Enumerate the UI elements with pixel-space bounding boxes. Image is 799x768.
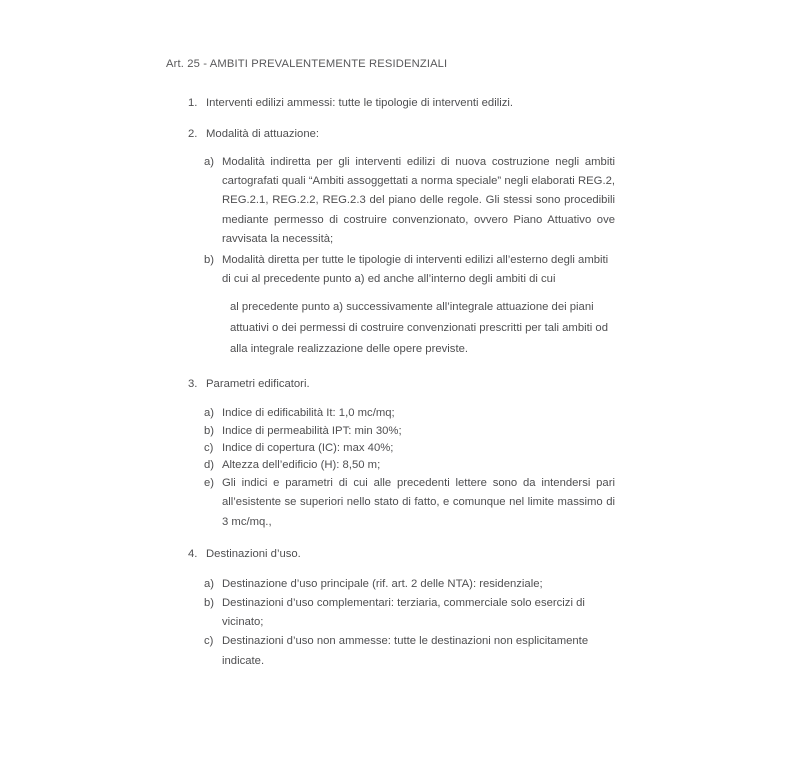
list-item	[0, 594, 799, 632]
list-marker: a)	[204, 577, 215, 590]
list-marker: b)	[204, 597, 215, 610]
list-marker: 3.	[188, 378, 198, 391]
list-item-text: Destinazioni d’uso non ammesse: tutte le destinazioni non esplicitamente indicate.	[222, 635, 589, 667]
list-item-text: Altezza dell’edificio (H): 8,50 m;	[222, 459, 381, 472]
spacer	[0, 532, 799, 546]
list-marker: a)	[204, 156, 215, 168]
list-item-text: Destinazione d’uso principale (rif. art. 2 delle NTA): residenziale;	[222, 577, 543, 590]
list-item-text: Modalità diretta per tutte le tipologie di interventi edilizi all’esterno degli ambiti di cui al precedente punto a) ed anche all’interno degli ambiti di cui	[222, 254, 609, 286]
list-marker: 4.	[188, 547, 198, 560]
list-item	[0, 95, 799, 112]
list-item-text: Parametri edificatori.	[206, 378, 310, 391]
list-item	[0, 546, 799, 563]
list-marker: a)	[204, 407, 215, 420]
list-item-text: Modalità indiretta per gli interventi edilizi di nuova costruzione negli ambiti cartografati quali “Ambiti assoggettati a norma speciale” negli elaborati REG.2, REG.2.1, REG.2.2, REG.2.3 del piano delle regole. Gli stessi sono procedibili mediante permesso di costruire convenzionato, ovvero Piano Attuativo ove ravvisata la necessità;	[222, 156, 615, 245]
spacer	[0, 360, 799, 376]
list-marker: e)	[204, 477, 215, 490]
list-item-text: Destinazioni d’uso.	[206, 547, 301, 560]
document-body	[0, 95, 799, 671]
spacer	[0, 563, 799, 575]
list-item-text: Indice di edificabilità It: 1,0 mc/mq;	[222, 407, 395, 420]
list-item-text: Indice di permeabilità IPT: min 30%;	[222, 424, 402, 437]
list-item	[0, 423, 799, 440]
list-item	[0, 440, 799, 457]
page-title: Art. 25 - AMBITI PREVALENTEMENTE RESIDENZIALI	[166, 58, 448, 70]
list-item	[0, 575, 799, 594]
list-item	[0, 376, 799, 393]
list-marker: 2.	[188, 128, 198, 140]
list-item-text: Destinazioni d’uso complementari: terziaria, commerciale solo esercizi di vicinato;	[222, 597, 585, 629]
list-item-text: Gli indici e parametri di cui alle precedenti lettere sono da intendersi pari all’esistente se superiori nello stato di fatto, e comunque nel limite massimo di 3 mc/mq.,	[222, 477, 615, 528]
spacer	[0, 289, 799, 297]
list-item	[0, 457, 799, 474]
list-item	[0, 153, 799, 249]
spacer	[0, 393, 799, 405]
list-marker: c)	[204, 635, 214, 648]
spacer	[0, 143, 799, 153]
list-item	[0, 251, 799, 289]
list-marker: c)	[204, 441, 214, 454]
list-item	[0, 405, 799, 422]
list-item	[0, 474, 799, 532]
list-marker: b)	[204, 424, 215, 437]
continuation-paragraph: al precedente punto a) successivamente all’integrale attuazione dei piani attuativi o dei permessi di costruire convenzionati prescritti per tali ambiti od alla integrale realizzazione delle opere previste.	[230, 301, 608, 356]
spacer	[0, 112, 799, 126]
list-item-text: Modalità di attuazione:	[206, 128, 320, 140]
list-marker: b)	[204, 254, 215, 267]
list-item-text: Interventi edilizi ammessi: tutte le tipologie di interventi edilizi.	[206, 97, 514, 109]
list-marker: d)	[204, 459, 215, 472]
list-marker: 1.	[188, 97, 198, 109]
list-item	[0, 126, 799, 143]
list-item-text: Indice di copertura (IC): max 40%;	[222, 441, 394, 454]
list-item	[0, 632, 799, 670]
